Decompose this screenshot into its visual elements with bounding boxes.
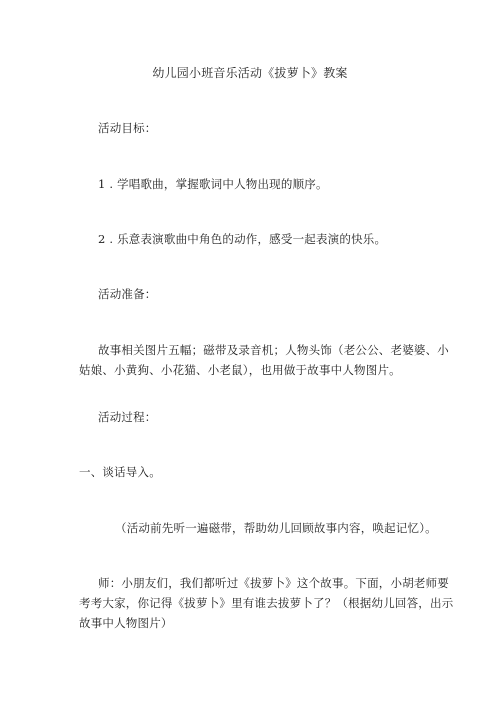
section-heading-process: 活动过程：: [98, 410, 157, 424]
teacher-dialogue-line-2: 考考大家，你记得《拔萝卜》里有谁去拔萝卜了？（根据幼儿回答，出示: [79, 596, 454, 610]
teacher-dialogue-line-1: 师：小朋友们，我们都听过《拔萝卜》这个故事。下面，小胡老师要: [98, 576, 449, 590]
goal-item-1: 1 . 学唱歌曲，掌握歌词中人物出现的顺序。: [98, 177, 328, 191]
teacher-dialogue-line-3: 故事中人物图片）: [79, 616, 173, 630]
preparation-text-line-2: 姑娘、小黄狗、小花猫、小老鼠），也用做于故事中人物图片。: [79, 363, 401, 377]
goal-item-2: 2 . 乐意表演歌曲中角色的动作，感受一起表演的快乐。: [98, 232, 387, 246]
process-step-heading: 一、谈话导入。: [79, 465, 161, 479]
process-note: （活动前先听一遍磁带，帮助幼儿回顾故事内容，唤起记忆）。: [115, 521, 437, 535]
section-heading-preparation: 活动准备：: [98, 287, 157, 301]
preparation-text-line-1: 故事相关图片五幅；磁带及录音机；人物头饰（老公公、老婆婆、小: [98, 343, 449, 357]
document-title: 幼儿园小班音乐活动《拔萝卜》教案: [152, 66, 348, 80]
section-heading-goals: 活动目标：: [98, 121, 157, 135]
